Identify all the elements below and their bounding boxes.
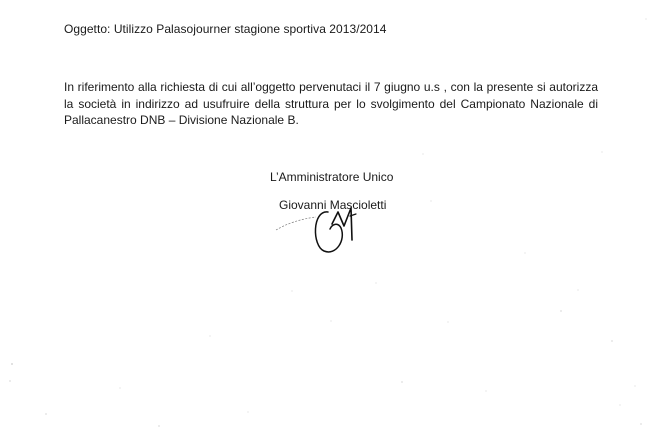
signoff-title: L’Amministratore Unico [270,170,394,184]
letter-body: In riferimento alla richiesta di cui all’oggetto pervenutaci il 7 giugno u.s , con la presente si autorizza la società in indirizzo ad usufruire della struttura per lo svolgimento del Campionato Nazionale di Pallacanestro DNB – Divisione Nazionale B. [64,80,598,127]
signer-name: Giovanni Mascioletti [279,198,387,212]
letter-subject: Oggetto: Utilizzo Palasojourner stagione sportiva 2013/2014 [64,22,387,36]
